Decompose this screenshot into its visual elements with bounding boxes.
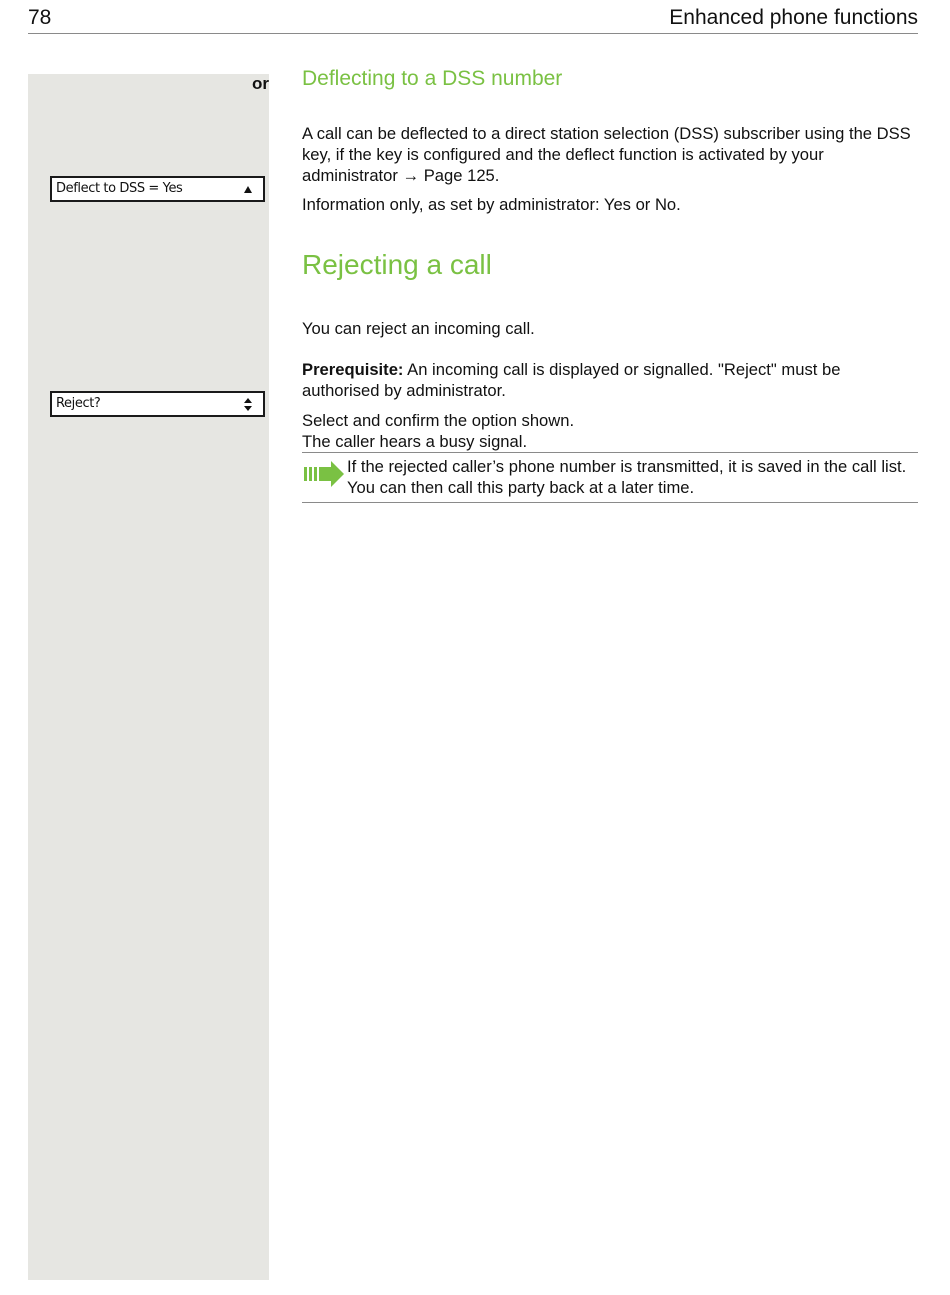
display-deflect-to-dss[interactable]	[50, 176, 265, 202]
deflect-info: Information only, as set by administrator: Yes or No.	[302, 194, 681, 214]
sidebar	[28, 74, 269, 1280]
section-title-deflect: Deflecting to a DSS number	[302, 67, 563, 90]
chapter-title: Enhanced phone functions	[669, 6, 918, 29]
arrow-up-icon	[244, 186, 252, 193]
reject-step-line2: The caller hears a busy signal.	[302, 431, 528, 451]
display-deflect-label: Deflect to DSS = Yes	[56, 181, 183, 196]
note-text: If the rejected caller’s phone number is transmitted, it is saved in the call list. You can then call this party back at a later time.	[347, 457, 907, 497]
display-reject[interactable]	[50, 391, 265, 417]
page-number: 78	[28, 6, 52, 29]
arrow-up-down-icon	[244, 398, 252, 412]
reject-prerequisite	[302, 359, 918, 401]
deflect-body-text: A call can be deflected to a direct station selection (DSS) subscriber using the DSS key, if the key is configured and the deflect function is activated by your administrator → Page 125.	[302, 123, 911, 185]
or-label: or	[252, 74, 269, 93]
note-box	[302, 452, 918, 503]
deflect-body	[302, 123, 918, 186]
note-arrow-icon	[304, 461, 344, 487]
section-title-reject: Rejecting a call	[302, 249, 492, 280]
reject-step	[302, 410, 918, 452]
reject-intro: You can reject an incoming call.	[302, 318, 535, 338]
page-header	[28, 4, 918, 34]
display-reject-label: Reject?	[56, 396, 101, 411]
prerequisite-text: An incoming call is displayed or signalled. "Reject" must be authorised by administrator.	[302, 359, 841, 400]
prerequisite-label: Prerequisite:	[302, 359, 404, 379]
reject-step-line1: Select and confirm the option shown.	[302, 410, 575, 430]
